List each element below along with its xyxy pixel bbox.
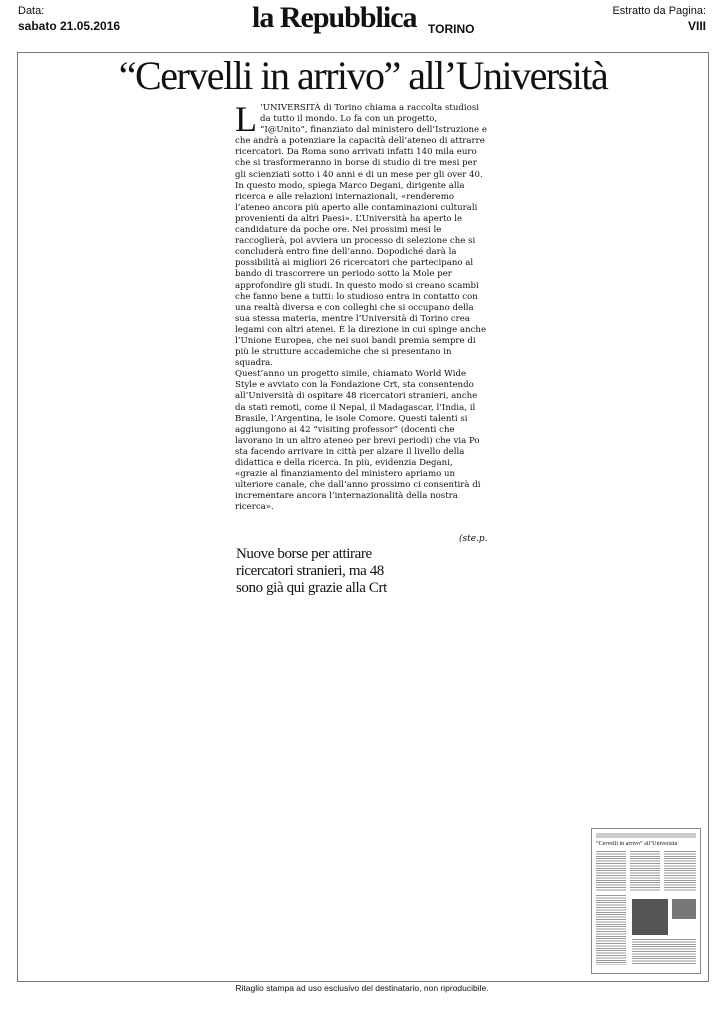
drop-cap: L (235, 99, 257, 139)
date-block (18, 4, 120, 34)
article-paragraph-1: ’UNIVERSITÀ di Torino chiama a raccolta studiosi da tutto il mondo. Lo fa con un progetto, “I@Unito”, finanziato dal ministero dell’Istruzione e che andrà a potenziare la capacità dell’ateneo di attrarre ricercatori. Da Roma sono arrivati infatti 140 mila euro che si trasformeranno in borse di studio di tre mesi per gli scienziati sotto i 40 anni e di un mese per gli over 40. In questo modo, spiega Marco Degani, dirigente alla ricerca e alle relazioni internazionali, «renderemo l’ateneo ancora più aperto alle contaminazioni culturali provenienti da altri Paesi». L’Università ha aperto le candidature da poche ore. Nei prossimi mesi le raccoglierà, poi avviera un processo di selezione che si concluderà entro fine dell’anno. Dopodiché darà la possibilità ai migliori 26 ricercatori che partecipano al bando di trascorrere un periodo sotto la Mole per approfondire gli studi. In questo modo si creano scambi che fanno bene a tutti: lo studioso entra in contatto con una realtà diversa e con colleghi che si occupano della sua stessa materia, mentre l’Università di Torino crea legami con altri atenei. È la direzione in cui spinge anche l’Unione Europea, che nei suoi bandi premia sempre di più le strutture accademiche che si presentano in squadra. (235, 103, 487, 369)
thumbnail-photo (632, 899, 668, 935)
thumbnail-header (596, 833, 696, 838)
page-value: VIII (687, 19, 706, 33)
thumbnail-title: “Cervelli in arrivo” all’Università (596, 841, 678, 847)
thumbnail-column (630, 851, 660, 891)
thumbnail-column (632, 939, 696, 965)
article-headline: “Cervelli in arrivo” all’Università (118, 53, 608, 98)
thumbnail-column (664, 851, 696, 891)
date-value: sabato 21.05.2016 (18, 19, 121, 33)
thumbnail-column (596, 851, 626, 891)
page-block (612, 4, 706, 34)
article-paragraph-2: Quest’anno un progetto simile, chiamato World Wide Style e avviato con la Fondazione Crt, sta consentendo all’Università di ospitare 48 ricercatori stranieri, anche da stati remoti, come il Nepal, il Madagascar, l’India, il Brasile, l’Argentina, le isole Comore. Questi talenti si aggiungono ai 42 “visiting professor” (docenti che lavorano in un altro ateneo per brevi periodi) che via Po sta facendo arrivare in città per alzare il livello della didattica e della ricerca. In più, evidenzia Degani, «grazie al finanziamento del ministero apriamo un ulteriore canale, che dall’anno prossimo ci consentirà di incrementare ancora l’internazionalità della nostra ricerca». (235, 369, 481, 513)
article-body (235, 99, 487, 513)
thumbnail-photo (672, 899, 696, 919)
date-label: Data: (18, 5, 45, 17)
author-signature: (ste.p. (459, 534, 488, 544)
article-subhead: Nuove borse per attirare ricercatori stranieri, ma 48 sono già qui grazie alla Crt (236, 546, 387, 596)
page-thumbnail (591, 828, 701, 974)
footer-note: Ritaglio stampa ad uso esclusivo del destinatario, non riproducibile. (235, 983, 489, 993)
page-label: Estratto da Pagina: (612, 5, 706, 17)
newspaper-masthead: la Repubblica (252, 1, 417, 34)
thumbnail-column (596, 895, 626, 965)
edition-label: TORINO (428, 22, 475, 36)
